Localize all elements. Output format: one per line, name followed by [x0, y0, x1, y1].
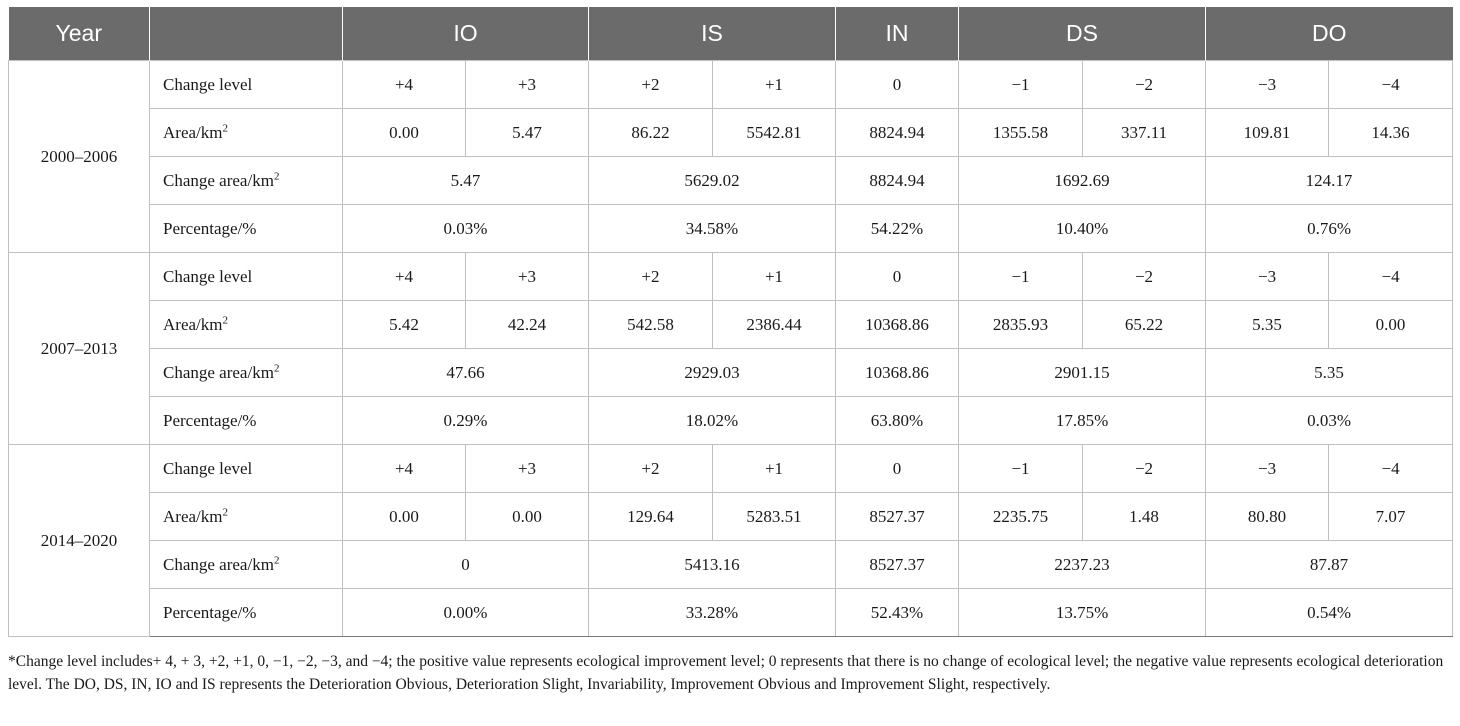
row-label-text: Percentage/%: [163, 410, 257, 430]
data-cell: +2: [589, 445, 713, 493]
unit-superscript: 2: [222, 505, 228, 518]
data-cell: −1: [959, 445, 1083, 493]
data-cell: 2901.15: [959, 349, 1206, 397]
data-cell: 0.00%: [343, 589, 589, 637]
data-cell: 10368.86: [836, 301, 959, 349]
header-ds: DS: [959, 7, 1206, 61]
row-label-text: Percentage/%: [163, 218, 257, 238]
unit-superscript: 2: [222, 313, 228, 326]
data-cell: 5.47: [466, 109, 589, 157]
row-label: [150, 541, 343, 589]
data-cell: 2237.23: [959, 541, 1206, 589]
data-cell: 80.80: [1206, 493, 1329, 541]
data-cell: −3: [1206, 253, 1329, 301]
data-cell: 52.43%: [836, 589, 959, 637]
data-cell: 65.22: [1083, 301, 1206, 349]
header-is: IS: [589, 7, 836, 61]
data-cell: 0.29%: [343, 397, 589, 445]
data-cell: +1: [713, 445, 836, 493]
data-cell: 1.48: [1083, 493, 1206, 541]
data-cell: 86.22: [589, 109, 713, 157]
row-label-text: Change level: [163, 458, 253, 478]
data-cell: 5629.02: [589, 157, 836, 205]
data-cell: −3: [1206, 61, 1329, 109]
data-cell: 0: [836, 61, 959, 109]
data-cell: 7.07: [1329, 493, 1453, 541]
unit-superscript: 2: [222, 121, 228, 134]
row-label: [150, 253, 343, 301]
data-cell: −4: [1329, 253, 1453, 301]
data-cell: 0.00: [1329, 301, 1453, 349]
data-cell: 0.76%: [1206, 205, 1453, 253]
data-cell: 8527.37: [836, 493, 959, 541]
header-do: DO: [1206, 7, 1453, 61]
row-label: [150, 205, 343, 253]
data-cell: −4: [1329, 445, 1453, 493]
change-area-row: [9, 541, 1453, 589]
row-label: [150, 493, 343, 541]
data-cell: 0.54%: [1206, 589, 1453, 637]
row-label-text: Change area/km: [163, 170, 274, 190]
data-cell: 5.47: [343, 157, 589, 205]
data-cell: 8824.94: [836, 109, 959, 157]
year-cell: 2014–2020: [9, 445, 150, 637]
data-cell: 5542.81: [713, 109, 836, 157]
data-cell: 18.02%: [589, 397, 836, 445]
row-label: [150, 589, 343, 637]
data-cell: 33.28%: [589, 589, 836, 637]
row-label-text: Change area/km: [163, 362, 274, 382]
data-cell: 13.75%: [959, 589, 1206, 637]
data-cell: +2: [589, 61, 713, 109]
change-level-row: [9, 445, 1453, 493]
change-area-row: [9, 157, 1453, 205]
change-level-row: [9, 253, 1453, 301]
data-cell: 0: [836, 253, 959, 301]
row-label-text: Area/km: [163, 506, 223, 526]
data-cell: 0.00: [466, 493, 589, 541]
data-cell: 5413.16: [589, 541, 836, 589]
change-area-row: [9, 349, 1453, 397]
data-cell: 129.64: [589, 493, 713, 541]
data-cell: 10368.86: [836, 349, 959, 397]
data-cell: −2: [1083, 61, 1206, 109]
data-cell: 2835.93: [959, 301, 1083, 349]
header-in: IN: [836, 7, 959, 61]
data-cell: 0.00: [343, 109, 466, 157]
data-cell: −2: [1083, 253, 1206, 301]
data-cell: +3: [466, 61, 589, 109]
row-label-text: Percentage/%: [163, 602, 257, 622]
row-label-text: Change level: [163, 266, 253, 286]
data-cell: 124.17: [1206, 157, 1453, 205]
data-cell: 5.42: [343, 301, 466, 349]
header-year: Year: [9, 7, 150, 61]
row-label: [150, 157, 343, 205]
data-cell: 5283.51: [713, 493, 836, 541]
data-cell: 10.40%: [959, 205, 1206, 253]
data-cell: 8824.94: [836, 157, 959, 205]
header-blank: [150, 7, 343, 61]
data-cell: 337.11: [1083, 109, 1206, 157]
area-row: [9, 493, 1453, 541]
data-cell: +4: [343, 445, 466, 493]
data-cell: 42.24: [466, 301, 589, 349]
data-cell: 63.80%: [836, 397, 959, 445]
unit-superscript: 2: [273, 169, 280, 182]
data-cell: 8527.37: [836, 541, 959, 589]
data-cell: +4: [343, 61, 466, 109]
change-level-table: [8, 7, 1453, 637]
row-label: [150, 397, 343, 445]
data-cell: 47.66: [343, 349, 589, 397]
data-cell: −1: [959, 253, 1083, 301]
row-label: [150, 61, 343, 109]
row-label-text: Area/km: [163, 314, 223, 334]
data-cell: +3: [466, 253, 589, 301]
unit-superscript: 2: [273, 553, 280, 566]
data-cell: 0.03%: [1206, 397, 1453, 445]
data-cell: +4: [343, 253, 466, 301]
data-cell: 54.22%: [836, 205, 959, 253]
data-cell: −2: [1083, 445, 1206, 493]
row-label: [150, 349, 343, 397]
data-cell: 17.85%: [959, 397, 1206, 445]
row-label: [150, 109, 343, 157]
data-cell: +1: [713, 61, 836, 109]
row-label-text: Area/km: [163, 122, 223, 142]
year-cell: 2000–2006: [9, 61, 150, 253]
table-footnote: *Change level includes+ 4, + 3, +2, +1, 0, −1, −2, −3, and −4; the positive value represents ecological improvement level; 0 represents that there is no change of ecological level; the negative value represents ecological deterioration level. The DO, DS, IN, IO and IS represents the Deterioration Obvious, Deterioration Slight, Invariability, Improvement Obvious and Improvement Slight, respectively.: [8, 653, 1444, 693]
area-row: [9, 109, 1453, 157]
data-cell: 2235.75: [959, 493, 1083, 541]
data-cell: 109.81: [1206, 109, 1329, 157]
unit-superscript: 2: [273, 361, 280, 374]
data-cell: 0.03%: [343, 205, 589, 253]
change-level-row: [9, 61, 1453, 109]
data-cell: −4: [1329, 61, 1453, 109]
data-cell: 2929.03: [589, 349, 836, 397]
percentage-row: [9, 589, 1453, 637]
data-cell: 5.35: [1206, 301, 1329, 349]
data-cell: 0.00: [343, 493, 466, 541]
row-label: [150, 301, 343, 349]
percentage-row: [9, 205, 1453, 253]
area-row: [9, 301, 1453, 349]
data-cell: 5.35: [1206, 349, 1453, 397]
data-cell: 542.58: [589, 301, 713, 349]
data-cell: 1692.69: [959, 157, 1206, 205]
data-cell: 34.58%: [589, 205, 836, 253]
row-label-text: Change area/km: [163, 554, 274, 574]
header-io: IO: [343, 7, 589, 61]
header-row: [9, 7, 1453, 61]
data-cell: 87.87: [1206, 541, 1453, 589]
percentage-row: [9, 397, 1453, 445]
data-cell: 0: [343, 541, 589, 589]
data-cell: −1: [959, 61, 1083, 109]
data-cell: −3: [1206, 445, 1329, 493]
data-cell: 2386.44: [713, 301, 836, 349]
row-label-text: Change level: [163, 74, 253, 94]
data-cell: 14.36: [1329, 109, 1453, 157]
data-cell: 0: [836, 445, 959, 493]
year-cell: 2007–2013: [9, 253, 150, 445]
data-cell: +1: [713, 253, 836, 301]
row-label: [150, 445, 343, 493]
data-cell: +3: [466, 445, 589, 493]
data-cell: 1355.58: [959, 109, 1083, 157]
data-cell: +2: [589, 253, 713, 301]
